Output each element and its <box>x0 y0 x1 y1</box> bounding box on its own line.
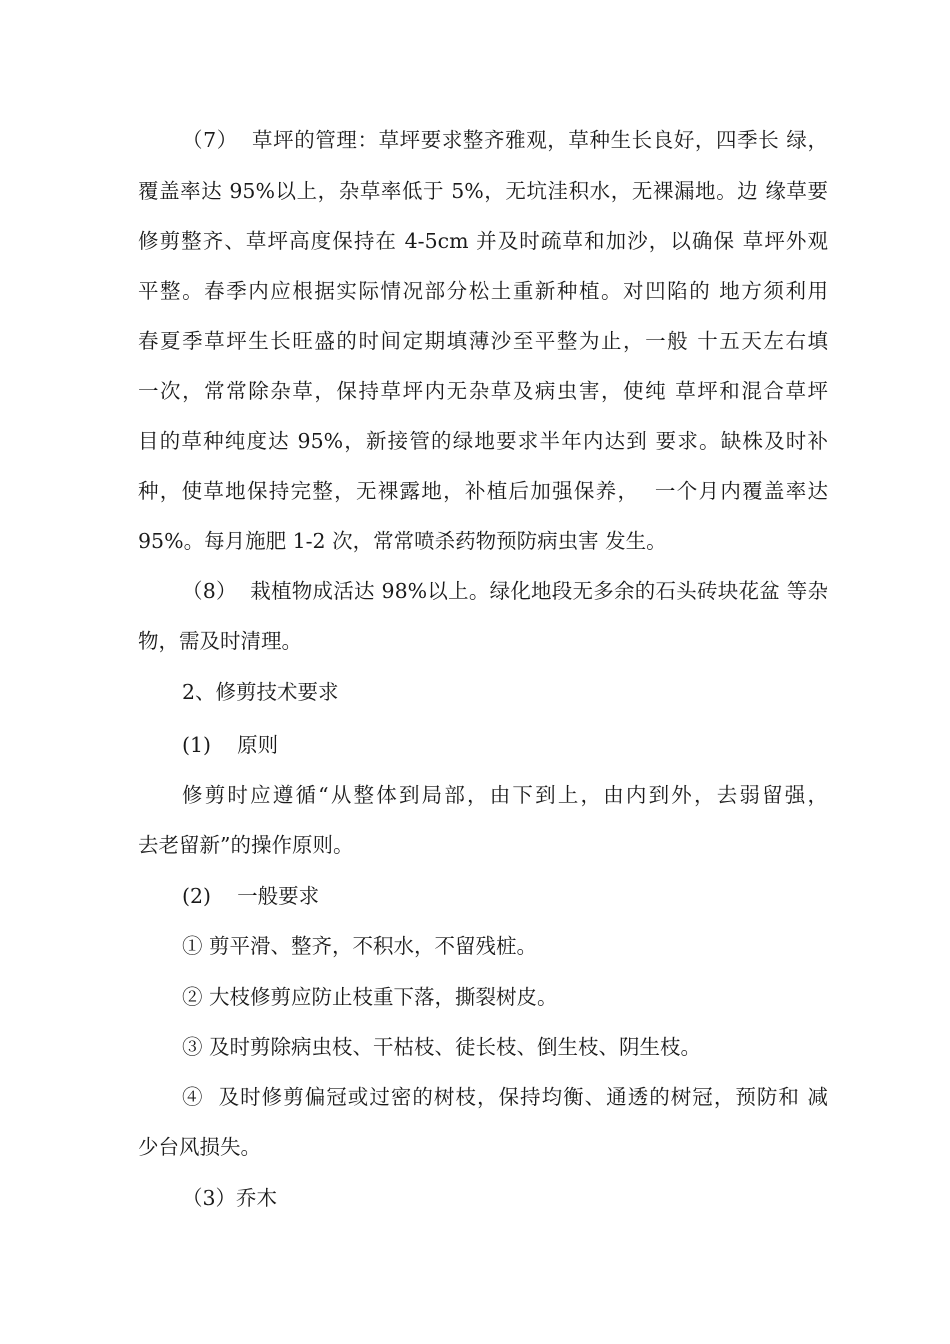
text-line: 修剪时应遵循“从整体到局部，由下到上，由内到外，去弱留强， <box>182 783 828 807</box>
text-line: 春夏季草坪生长旺盛的时间定期填薄沙至平整为止，一般 十五天左右填 <box>138 329 828 353</box>
subsection-heading: （3）乔木 <box>182 1186 278 1210</box>
text-line: 平整。春季内应根据实际情况部分松土重新种植。对凹陷的 地方须利用 <box>138 279 828 303</box>
list-item: ④ 及时修剪偏冠或过密的树枝，保持均衡、通透的树冠，预防和 减 <box>182 1085 828 1109</box>
text-line: 种，使草地保持完整，无裸露地，补植后加强保养， 一个月内覆盖率达 <box>138 479 828 503</box>
list-item: ③ 及时剪除病虫枝、干枯枝、徒长枝、倒生枝、阴生枝。 <box>182 1035 702 1059</box>
text-line: 去老留新”的操作原则。 <box>138 833 354 857</box>
text-line: （8） 栽植物成活达 98%以上。绿化地段无多余的石头砖块花盆 等杂 <box>182 579 828 603</box>
text-line: 覆盖率达 95%以上，杂草率低于 5%，无坑洼积水，无裸漏地。边 缘草要 <box>138 179 828 203</box>
list-item: ② 大枝修剪应防止枝重下落，撕裂树皮。 <box>182 985 558 1009</box>
subsection-heading: (2) 一般要求 <box>182 884 320 908</box>
text-line: 少台风损失。 <box>138 1135 261 1159</box>
text-line: 一次，常常除杂草，保持草坪内无杂草及病虫害，使纯 草坪和混合草坪 <box>138 379 828 403</box>
text-line: 修剪整齐、草坪高度保持在 4-5cm 并及时疏草和加沙，以确保 草坪外观 <box>138 229 828 253</box>
list-item: ① 剪平滑、整齐，不积水，不留残桩。 <box>182 934 538 958</box>
text-line: 目的草种纯度达 95%，新接管的绿地要求半年内达到 要求。缺株及时补 <box>138 429 828 453</box>
section-heading: 2、修剪技术要求 <box>182 680 339 704</box>
subsection-heading: (1) 原则 <box>182 733 279 757</box>
text-line: （7） 草坪的管理：草坪要求整齐雅观，草种生长良好，四季长 绿， <box>182 128 828 152</box>
text-line: 物，需及时清理。 <box>138 629 302 653</box>
text-line: 95%。每月施肥 1-2 次，常常喷杀药物预防病虫害 发生。 <box>138 529 667 553</box>
